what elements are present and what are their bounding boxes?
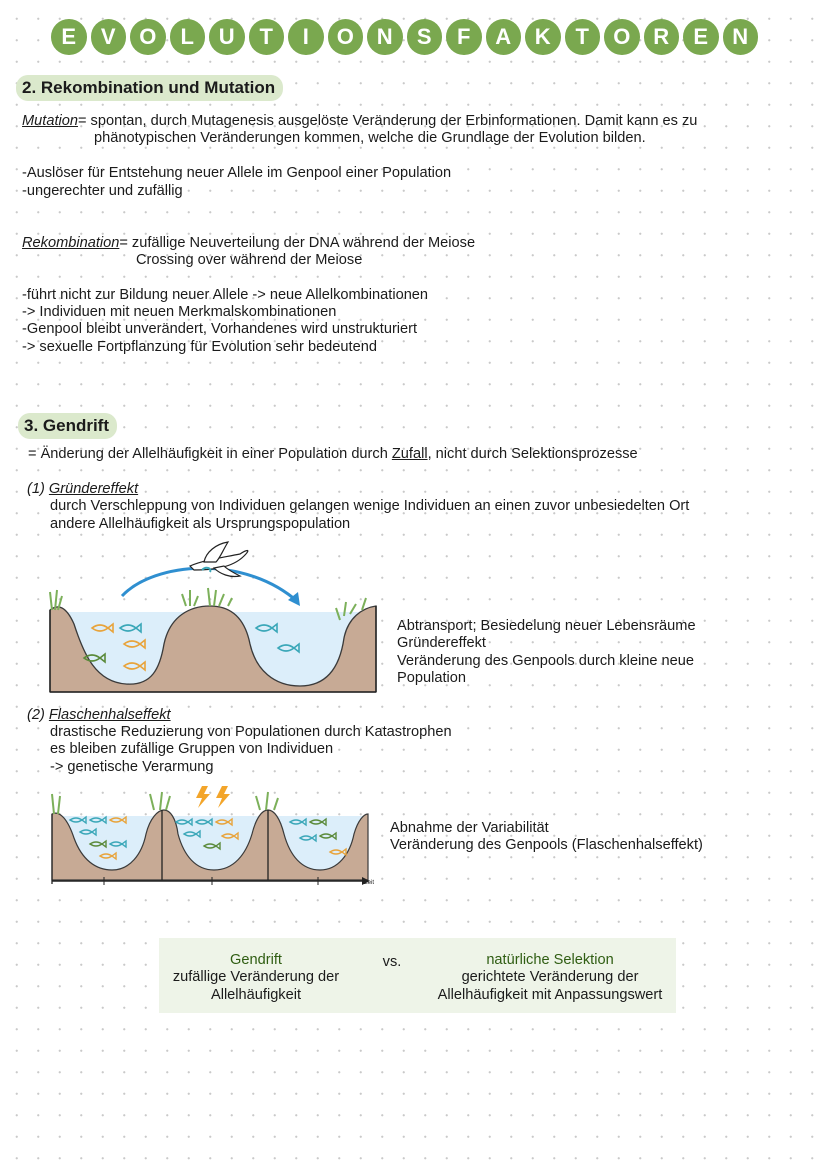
gruender-caption-4: Population — [397, 670, 466, 686]
title-letter: U — [209, 19, 245, 55]
comparison-left-line2: Allelhäufigkeit — [210, 987, 302, 1003]
gendrift-def-zufall: Zufall — [391, 446, 428, 462]
title-letter: E — [51, 19, 87, 55]
section-heading-gendrift: 3. Gendrift — [18, 413, 117, 439]
mutation-definition — [22, 113, 697, 131]
rekombination-def-line2: Crossing over während der Meiose — [136, 252, 363, 268]
gruender-caption-3: Veränderung des Genpools durch kleine neue — [397, 653, 694, 669]
gruender-caption-1: Abtransport; Besiedelung neuer Lebensräume — [397, 618, 696, 634]
title-banner — [51, 19, 758, 55]
comparison-right-line2: Allelhäufigkeit mit Anpassungswert — [437, 987, 663, 1003]
section-heading-rekombination: 2. Rekombination und Mutation — [16, 75, 283, 101]
mutation-def-line2: phänotypischen Veränderungen kommen, welche die Grundlage der Evolution bilden. — [94, 130, 646, 146]
comparison-left-line1: zufällige Veränderung der — [172, 969, 340, 985]
rekombination-def-line1: = zufällige Neuverteilung der DNA während der Meiose — [119, 235, 476, 251]
rekombination-point-1: -führt nicht zur Bildung neuer Allele -> neue Allelkombinationen — [22, 287, 429, 303]
gruender-term: Gründereffekt — [48, 481, 139, 497]
flaschenhals-line1: drastische Reduzierung von Populationen durch Katastrophen — [50, 724, 452, 740]
mutation-point-2: -ungerechter und zufällig — [22, 183, 183, 199]
rekombination-point-3: -Genpool bleibt unverändert, Vorhandenes wird unstrukturiert — [22, 321, 418, 337]
comparison-right-title: natürliche Selektion — [486, 952, 614, 968]
title-letter: K — [525, 19, 561, 55]
gruender-line1: durch Verschleppung von Individuen gelangen wenige Individuen an einen zuvor unbesiedelten Ort — [50, 498, 690, 514]
flaschenhals-caption-2: Veränderung des Genpools (Flaschenhalseffekt) — [390, 837, 703, 853]
migration-arrow — [122, 568, 298, 602]
gruender-number: (1) — [27, 481, 49, 497]
title-letter: O — [130, 19, 166, 55]
founder-effect-illustration — [44, 540, 384, 700]
title-letter: O — [328, 19, 364, 55]
rekombination-term: Rekombination — [22, 235, 120, 251]
bottleneck-illustration — [46, 780, 378, 892]
gruender-title — [27, 481, 138, 499]
flaschenhals-number: (2) — [27, 707, 49, 723]
flaschenhals-caption-1: Abnahme der Variabilität — [390, 820, 549, 836]
mutation-def-line1: = spontan, durch Mutagenesis ausgelöste Veränderung der Erbinformationen. Damit kann es zu — [77, 113, 698, 129]
title-letter: A — [486, 19, 522, 55]
gendrift-definition — [28, 446, 638, 464]
gruender-line2: andere Allelhäufigkeit als Ursprungspopulation — [50, 516, 351, 532]
title-letter: L — [170, 19, 206, 55]
title-letter: F — [446, 19, 482, 55]
title-letter: O — [604, 19, 640, 55]
comparison-vs: vs. — [382, 954, 402, 970]
time-axis-label: Zeit — [364, 880, 375, 886]
flaschenhals-title — [27, 707, 171, 725]
gendrift-def-suffix: , nicht durch Selektionsprozesse — [427, 446, 638, 462]
flaschenhals-term: Flaschenhalseffekt — [48, 707, 171, 723]
title-letter: T — [565, 19, 601, 55]
rekombination-definition — [22, 235, 475, 253]
gendrift-def-prefix: = Änderung der Allelhäufigkeit in einer Population durch — [28, 446, 392, 462]
rekombination-point-2: -> Individuen mit neuen Merkmalskombinationen — [22, 304, 337, 320]
mutation-term: Mutation — [22, 113, 78, 129]
comparison-left-title: Gendrift — [230, 952, 282, 968]
rekombination-point-4: -> sexuelle Fortpflanzung für Evolution sehr bedeutend — [22, 339, 377, 355]
gruender-caption-2: Gründereffekt — [397, 635, 486, 651]
lightning-icon — [196, 786, 230, 808]
title-letter: V — [91, 19, 127, 55]
title-letter: E — [683, 19, 719, 55]
title-letter: R — [644, 19, 680, 55]
mutation-point-1: -Auslöser für Entstehung neuer Allele im Genpool einer Population — [22, 165, 452, 181]
comparison-right-line1: gerichtete Veränderung der — [461, 969, 639, 985]
flaschenhals-line3: -> genetische Verarmung — [50, 759, 214, 775]
title-letter: I — [288, 19, 324, 55]
title-letter: T — [249, 19, 285, 55]
title-letter: N — [723, 19, 759, 55]
flaschenhals-line2: es bleiben zufällige Gruppen von Individuen — [50, 741, 334, 757]
title-letter: S — [407, 19, 443, 55]
title-letter: N — [367, 19, 403, 55]
